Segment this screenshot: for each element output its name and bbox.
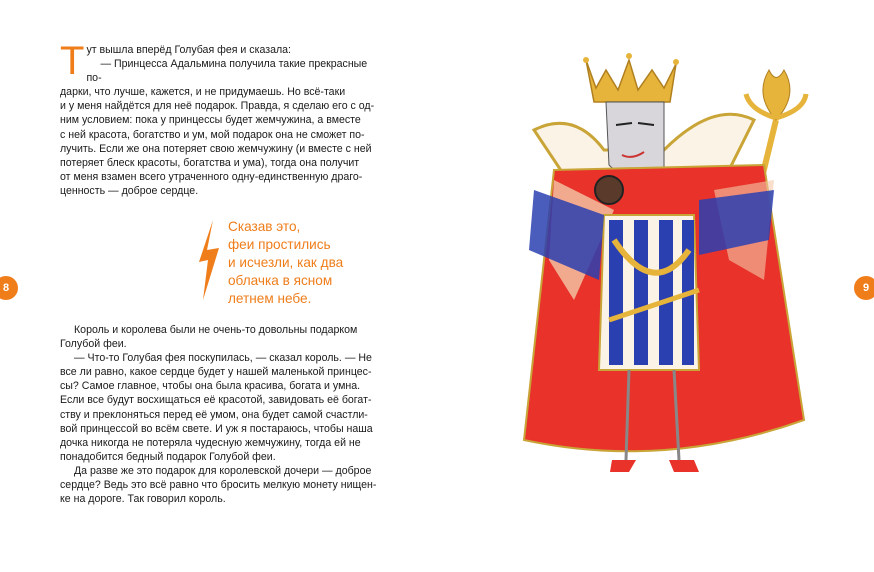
text-line: Если все будут восхищаться её красотой, завидовать её богат- [60,394,372,407]
text-line: сердце? Ведь это всё равно что бросить мелкую монету нищен- [60,479,377,492]
text-line: сы? Самое главное, чтобы она была красива, богата и умна. [60,380,361,393]
text-line: и у меня найдётся для неё подарок. Правда, я сделаю его с од- [60,100,375,113]
pull-quote-line: и исчезли, как два [228,255,344,270]
crown-icon [583,53,679,102]
paragraph-fairy-speech [60,39,380,198]
pull-quote-line: Сказав это, [228,219,301,234]
text-line: ним условием: пока у принцессы будет жемчужина, а вместе [60,114,361,127]
text-line: ке на дороге. Так говорил король. [60,493,226,506]
text-line: от меня взамен всего утраченного одну-единственную драго- [60,170,363,183]
text-line: потеряет блеск красоты, богатства и ума), тогда она получит [60,156,360,169]
king-illustration [514,40,809,480]
pull-quote [228,218,398,308]
pull-quote-line: феи простились [228,237,331,252]
text-line: Король и королева были не очень-то довольны подарком [74,324,358,336]
pull-quote-line: летнем небе. [228,291,312,306]
text-line: — Что-то Голубая фея поскупилась, — сказал король. — Не [74,352,372,365]
text-line: дарки, что лучше, кажется, и не придумаешь. Но всё-таки [60,86,346,99]
text-line: лучить. Если же она потеряет свою жемчужину (и вместе с ней [60,142,372,155]
text-line: все ли равно, какое сердце будет у нашей маленькой принцес- [60,366,372,379]
text-line: Голубой феи. [60,338,127,351]
text-line: ценность — доброе сердце. [60,184,199,197]
page-number-right: 9 [854,276,874,300]
drop-cap: Т [60,39,85,83]
quote-mark-icon [199,220,221,300]
text-line: с ней красота, богатство и ум, мой подарок она не сможет по- [60,128,365,141]
text-line: понадобится бедный подарок Голубой феи. [60,450,276,463]
text-line: ству и преклоняться перед её умом, она будет самой счастли- [60,408,368,421]
pull-quote-line: облачка в ясном [228,273,333,288]
right-page [437,0,874,572]
text-line: дочка никогда не потеряла чудесную жемчужину, тогда ей не [60,436,361,449]
page-number-left: 8 [0,276,18,300]
text-line: Да разве же это подарок для королевской дочери — доброе [74,464,372,477]
text-line: вой принцессой во всём свете. И уж я постараюсь, чтобы наша [60,422,373,435]
text-line: ут вышла вперёд Голубая фея и сказала: [86,44,291,56]
text-line: — Принцесса Адальмина получила такие прекрасные по- [86,58,368,85]
paragraph-king-speech [60,323,380,506]
